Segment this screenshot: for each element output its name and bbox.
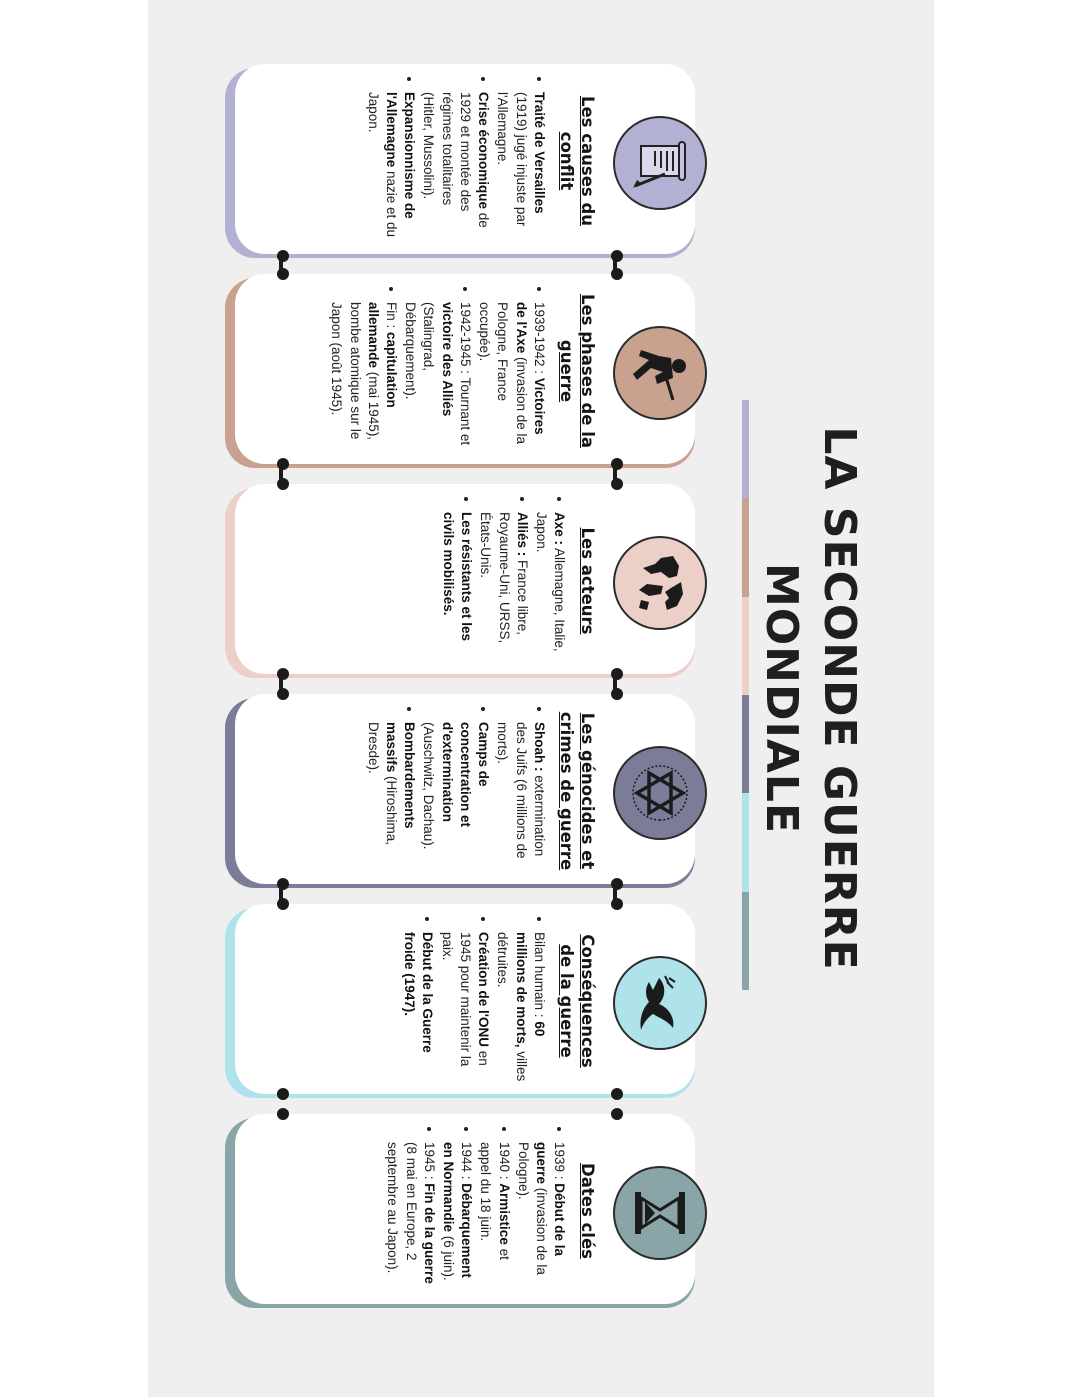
item-text: (8 mai en Europe, 2 septembre au Japon). [385,1142,419,1274]
item-prefix: Bilan humain : [531,932,547,1022]
card-list-item [327,302,400,452]
connector-dot [611,878,623,890]
connector-dot [277,478,289,490]
color-bar-phases [742,498,749,596]
card-list-item [493,722,548,872]
title-line-1: LA SECONDE GUERRE [814,426,865,971]
card-list-item [419,92,492,242]
connector-dot [611,250,623,262]
item-strong: Débarquement en Normandie [441,1142,475,1278]
item-strong: Création de l'ONU [476,932,492,1047]
item-strong: capitulation allemande [365,302,399,408]
card-title: Les causes du conflit [557,95,597,227]
title-line-2: MONDIALE [756,562,807,835]
color-bar [742,400,749,990]
connector-dot [611,688,623,700]
item-strong: Armistice [496,1183,512,1245]
medal-consequences [613,956,707,1050]
color-bar-genocides [742,695,749,793]
item-strong: Shoah : [531,722,547,772]
card-list-item [476,512,531,662]
color-bar-consequences [742,793,749,891]
card-list-item [439,512,475,662]
item-text: (Hiroshima, Dresde). [365,722,399,846]
item-strong: Début de la Guerre froide (1947). [402,932,436,1053]
item-text: villes détruites. [495,932,529,1082]
medal-genocides [613,746,707,840]
card-title: Les phases de la guerre [557,293,597,449]
card-list-dates [383,1130,568,1292]
item-strong: Expansionnisme de l'Allemagne [384,92,418,219]
item-text: (Stalingrad, Débarquement). [403,302,437,400]
item-strong: Axe : [552,512,568,546]
card-list-item [514,1142,569,1292]
item-prefix: 1945 : [421,1142,437,1184]
soldier-icon [625,338,695,408]
card-consequences [235,904,695,1094]
connector-dot [277,458,289,470]
connector-dot [277,688,289,700]
card-list-consequences [400,920,548,1082]
card-list-genocides [364,710,548,872]
connector-dot [277,1088,289,1100]
medal-acteurs [613,536,707,630]
peace-dove-icon [625,968,695,1038]
card-dates [235,1114,695,1304]
connector-dot [611,1088,623,1100]
item-strong: Alliés : [514,512,530,557]
card-list-phases [327,290,548,452]
item-text: nazie et du Japon. [365,92,399,238]
medal-dates [613,1166,707,1260]
item-text: de 1929 et montée des régimes totalitaires (Hitler, Mussolini). [421,92,492,228]
connector-dot [277,250,289,262]
card-genocides [235,694,695,884]
card-list-item [419,722,492,872]
item-strong: Les résistants et les civils mobilisés. [441,512,475,642]
card-list-item [475,302,548,452]
connector-dot [277,898,289,910]
card-list-item [364,92,419,242]
item-text: en 1945 pour maintenir la paix. [439,932,492,1067]
card-list-item [364,722,419,872]
item-text: (Auschwitz, Dachau). [421,722,437,850]
connector-dot [277,878,289,890]
item-text: et appel du 18 juin. [478,1142,512,1260]
card-title: Conséquences de la guerre [557,934,597,1068]
card-list-item [532,512,568,662]
card-list-item [476,1142,512,1292]
card-list-item [437,932,492,1082]
item-prefix: Fin : [384,302,399,333]
card-list-item [400,932,436,1082]
item-strong: victoire des Alliés [439,302,455,417]
color-bar-acteurs [742,597,749,695]
star-of-david-icon [625,758,695,828]
connector-dot [611,898,623,910]
connector-dot [611,478,623,490]
color-bar-dates [742,892,749,990]
card-list-item [383,1142,438,1292]
card-title: Les acteurs [578,527,597,635]
item-strong: Camps de concentration et d'extermination [439,722,492,828]
item-text: extermination des Juifs (6 millions de morts). [495,722,547,859]
item-text: France libre, Royaume-Uni, URSS, États-Unis. [478,512,530,644]
connector-dot [611,668,623,680]
scroll-quill-icon [625,128,695,198]
item-text: (6 juin). [441,1232,457,1281]
item-prefix: 1939 : [552,1142,568,1184]
card-title: Les génocides et crimes de guerre [557,711,597,871]
color-bar-causes [742,400,749,498]
card-list-item [493,92,548,242]
item-strong: Crise économique [476,92,492,210]
card-title: Dates clés [578,1163,597,1259]
item-strong: Victoires de l'Axe [513,302,547,435]
item-strong: Fin de la guerre [421,1183,437,1284]
card-causes [235,64,695,254]
item-text: Allemagne, Italie, Japon. [534,512,568,652]
item-text: (invasion de la Pologne, France occupée). [477,302,529,445]
item-strong: Bombardements massifs [384,722,418,829]
card-phases [235,274,695,464]
card-list-item [439,1142,475,1292]
hourglass-icon [625,1178,695,1248]
item-prefix: 1939-1942 : [531,302,547,378]
card-list-acteurs [439,500,569,662]
connector-dot [611,1108,623,1120]
connector-dot [611,458,623,470]
item-prefix: 1940 : [496,1142,512,1184]
item-strong: Traité de Versailles [531,92,547,214]
item-prefix: 1944 : [459,1142,475,1184]
medal-phases [613,326,707,420]
item-text: (1919) jugé injuste par l'Allemagne. [495,92,529,227]
connector-dot [611,268,623,280]
card-list-item [493,932,548,1082]
card-list-item [401,302,474,452]
connector-dot [277,668,289,680]
item-text: (mai 1945), bombe atomique sur le Japon (août 1945). [329,302,381,441]
connector-dot [277,1108,289,1120]
item-prefix: 1942-1945 : Tournant et [457,302,473,446]
card-acteurs [235,484,695,674]
card-list-causes [364,80,548,242]
item-strong: Début de la guerre [534,1142,568,1257]
infographic [149,0,935,1397]
connector-dot [277,268,289,280]
item-strong: 60 millions de morts, [513,932,547,1048]
world-map-icon [625,548,695,618]
medal-causes [613,116,707,210]
item-text: (invasion de la Pologne). [515,1142,550,1275]
